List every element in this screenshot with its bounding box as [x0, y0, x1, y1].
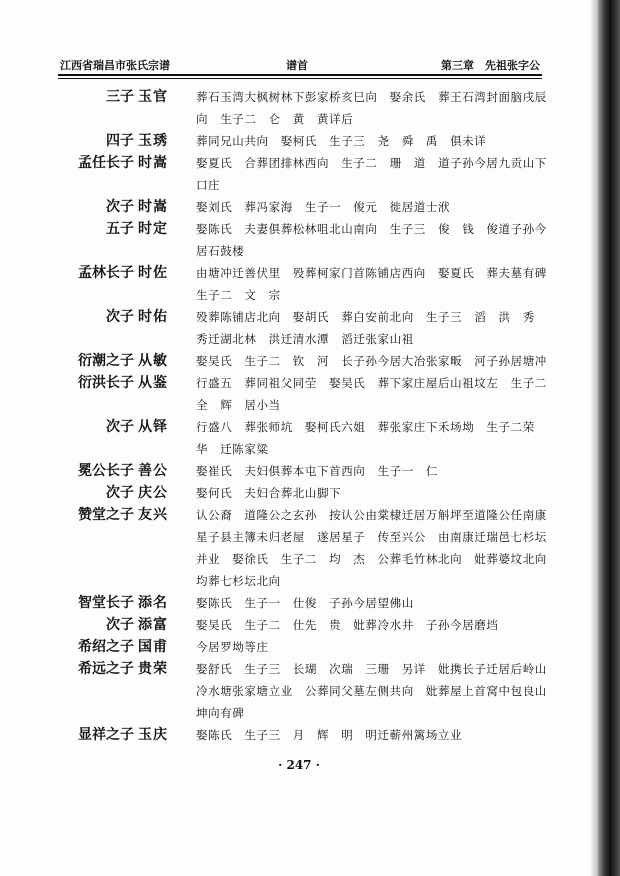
- genealogy-entry: [0, 152, 598, 196]
- entry-text: 娶陈氏 生子一 仕俊 子孙今居望佛山: [196, 596, 414, 610]
- genealogy-entry: [0, 306, 598, 350]
- genealogy-entry: [0, 196, 598, 218]
- entry-name: 庆公: [138, 485, 168, 501]
- entry-name: 添名: [138, 595, 168, 611]
- entry-text: 今居罗坳等庄: [196, 640, 269, 654]
- entry-text: 葬同兄山共向 娶柯氏 生子三 尧 舜 禹 俱未详: [196, 134, 487, 148]
- entry-text: 娶吴氏 生子二 钦 河 长子孙今居大冶张家畈 河子孙居塘冲: [196, 354, 547, 368]
- header-rule-thick: [58, 74, 542, 76]
- entry-name: 从铎: [138, 419, 168, 435]
- entry-text: 娶夏氏 合葬团排林西向 生子二 珊 道 道子孙今居九贡山下口庄: [196, 156, 547, 192]
- entry-relation: 智堂长子: [78, 595, 134, 611]
- entry-relation: 衍潮之子: [78, 353, 134, 369]
- entry-relation: 五子: [106, 221, 134, 237]
- entry-relation: 次子: [106, 485, 134, 501]
- entry-name: 时定: [138, 221, 168, 237]
- running-header: [60, 55, 540, 73]
- entry-text: 娶舒氏 生子三 长瑚 次瑞 三珊 另详 妣携长子迁居后岭山冷水塘张家塘立业 公葬同父墓左侧共向 妣葬屋上首窝中包良山坤向有碑: [196, 662, 547, 720]
- entry-name: 时佐: [138, 265, 168, 281]
- entry-text: 娶吴氏 生子二 仕先 贵 妣葬冷水井 子孙今居磨垱: [196, 618, 499, 632]
- entry-name: 添富: [138, 617, 168, 633]
- genealogy-entry: [0, 636, 598, 658]
- genealogy-entry: [0, 460, 598, 482]
- entry-relation: 赞堂之子: [78, 507, 134, 523]
- entry-relation: 希远之子: [78, 661, 134, 677]
- entry-name: 从鉴: [138, 375, 168, 391]
- entry-name: 玉官: [138, 89, 168, 105]
- genealogy-entry: [0, 658, 598, 724]
- entry-text: 行盛五 葬同祖父同茔 娶吴氏 葬下家庄屋后山祖坟左 生子二 全 辉 居小当: [196, 376, 560, 412]
- entry-text: 葬石玉湾大枫树林下彭家桥亥巳向 娶余氏 葬王石湾封面脑戌辰向 生子二 仑 黄 黄详后: [196, 90, 547, 126]
- entry-relation: 三子: [106, 89, 134, 105]
- genealogy-entry: [0, 592, 598, 614]
- entry-relation: 次子: [106, 419, 134, 435]
- entry-relation: 次子: [106, 199, 134, 215]
- entry-relation: 孟林长子: [78, 265, 134, 281]
- entry-relation: 希绍之子: [78, 639, 134, 655]
- entry-relation: 四子: [106, 133, 134, 149]
- genealogy-entry: [0, 416, 598, 460]
- genealogy-entry: [0, 130, 598, 152]
- entry-name: 时佑: [138, 309, 168, 325]
- entry-relation: 冕公长子: [78, 463, 134, 479]
- genealogy-entries: [0, 86, 598, 746]
- binding-shadow: [590, 0, 598, 876]
- entry-name: 善公: [138, 463, 168, 479]
- entry-text: 娶陈氏 生子三 月 辉 明 明迁蕲州篱场立业: [196, 728, 463, 742]
- entry-name: 时嵩: [138, 155, 168, 171]
- entry-name: 时嵩: [138, 199, 168, 215]
- entry-name: 国甫: [138, 639, 168, 655]
- genealogy-entry: [0, 724, 598, 746]
- entry-text: 认公裔 道隆公之玄孙 按认公由棠棣迁居万斛坪至道隆公任南康星子县主簿未归老屋 遂居星子 传至兴公 由南康迁瑞邑七杉坛并业 娶徐氏 生子二 均 杰 公葬毛竹林北向 妣葬婆坟北向 均葬七杉坛北向: [196, 508, 560, 588]
- entry-text: 娶崔氏 夫妇俱葬本屯下首西向 生子一 仁: [196, 464, 438, 478]
- genealogy-entry: [0, 372, 598, 416]
- entry-relation: 次子: [106, 309, 134, 325]
- entry-text: 娶何氏 夫妇合葬北山脚下: [196, 486, 342, 500]
- genealogy-entry: [0, 350, 598, 372]
- genealogy-entry: [0, 218, 598, 262]
- genealogy-entry: [0, 262, 598, 306]
- entry-name: 玉庆: [138, 727, 168, 743]
- genealogy-entry: [0, 504, 598, 592]
- entry-relation: 孟任长子: [78, 155, 134, 171]
- header-chapter: 第三章 先祖张字公: [441, 59, 540, 72]
- entry-text: 行盛八 葬张师坑 娶柯氏六姐 葬张家庄下禾场坳 生子二荣 华 迁陈家粱: [196, 420, 547, 456]
- genealogy-entry: [0, 86, 598, 130]
- entry-name: 玉琇: [138, 133, 168, 149]
- header-book-title: 江西省瑞昌市张氏宗谱: [60, 59, 170, 72]
- genealogy-entry: [0, 614, 598, 636]
- entry-relation: 次子: [106, 617, 134, 633]
- entry-name: 从敏: [138, 353, 168, 369]
- header-section: 谱首: [286, 59, 308, 72]
- entry-text: 娶陈氏 夫妻俱葬松林咀北山南向 生子三 俊 钱 俊道子孙今居石鼓楼: [196, 222, 547, 258]
- entry-name: 贵荣: [138, 661, 168, 677]
- page-number: · 247 ·: [278, 758, 320, 772]
- book-edge: [598, 0, 620, 876]
- entry-text: 娶刘氏 葬冯家海 生子一 俊元 徙居道士洑: [196, 200, 451, 214]
- entry-relation: 显祥之子: [78, 727, 134, 743]
- entry-text: 由塘冲迁善伏里 殁葬柯家门首陈铺店西向 娶夏氏 葬夫墓有碑 生子二 文 宗: [196, 266, 560, 302]
- header-rule-thin: [58, 78, 542, 79]
- genealogy-entry: [0, 482, 598, 504]
- entry-name: 友兴: [138, 507, 168, 523]
- entry-text: 殁葬陈铺店北向 娶胡氏 葬白安前北向 生子三 滔 洪 秀 秀迁湖北林 洪迁清水潭 滔迁张家山祖: [196, 310, 547, 346]
- entry-relation: 衍洪长子: [78, 375, 134, 391]
